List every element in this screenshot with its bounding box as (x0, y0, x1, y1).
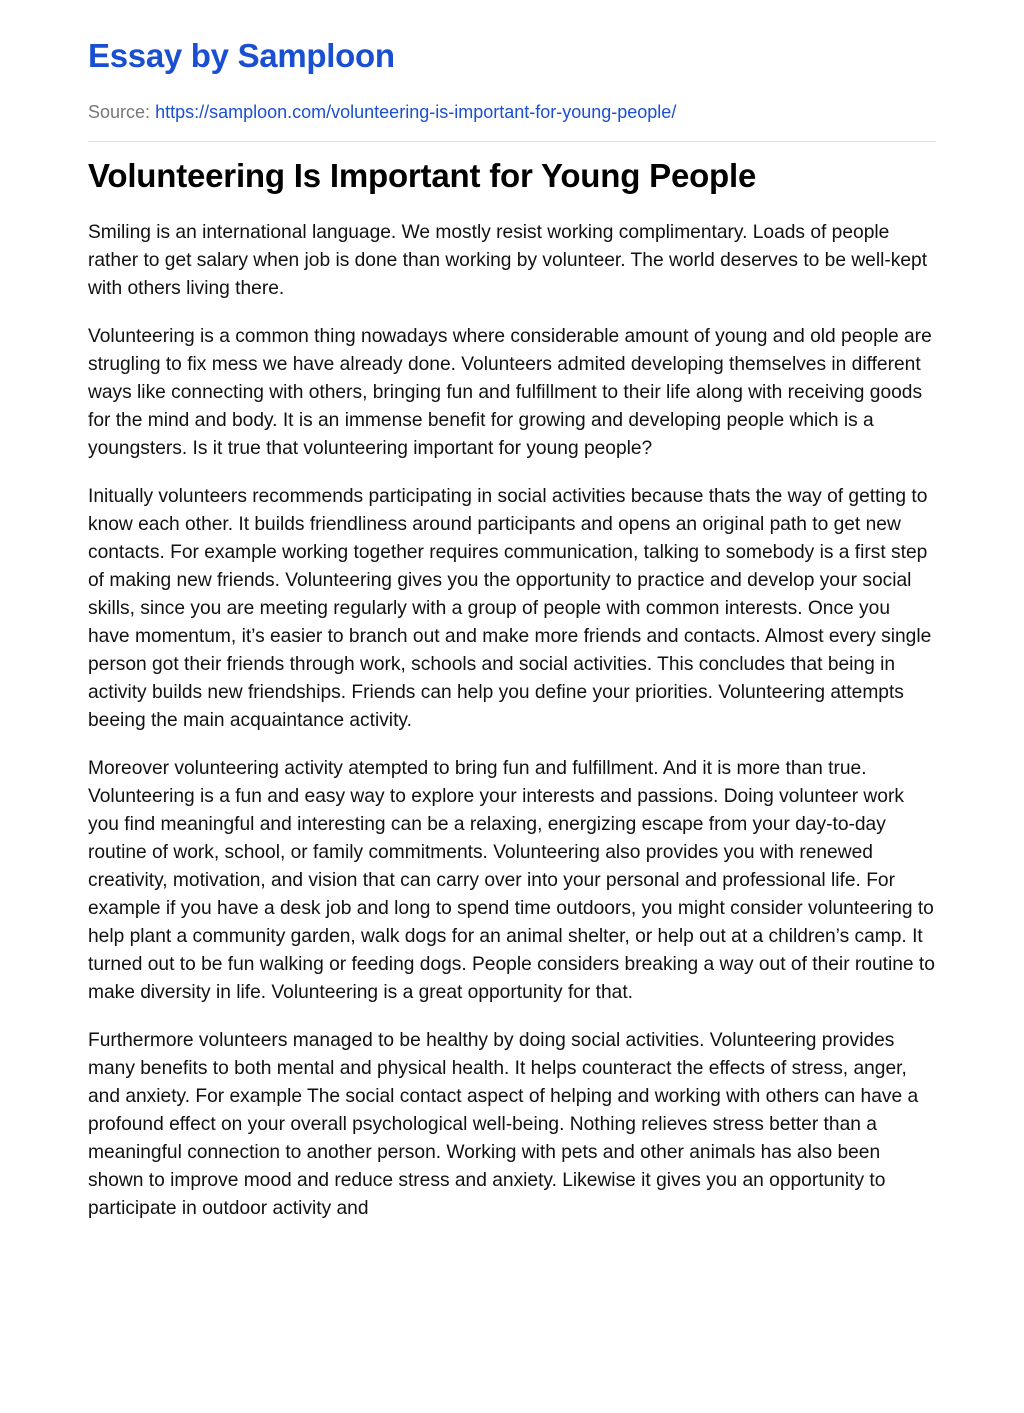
paragraph: Furthermore volunteers managed to be healthy by doing social activities. Volunteering provides many benefits to both mental and physical health. It helps counteract the effects of stress, anger, and anxiety. For example The social contact aspect of helping and working with others can have a profound effect on your overall psychological well-being. Nothing relieves stress better than a meaningful connection to another person. Working with pets and other animals has also been shown to improve mood and reduce stress and anxiety. Likewise it gives you an opportunity to participate in outdoor activity and (88, 1030, 919, 1219)
paragraph: Moreover volunteering activity atempted to bring fun and fulfillment. And it is more than true. Volunteering is a fun and easy way to explore your interests and passions. Doing volunteer work you find meaningful and interesting can be a relaxing, energizing escape from your day-to-day routine of work, school, or family commitments. Volunteering also provides you with renewed creativity, motivation, and vision that can carry over into your personal and professional life. For example if you have a desk job and long to spend time outdoors, you might consider volunteering to help plant a community garden, walk dogs for an animal shelter, or help out at a children’s camp. It turned out to be fun walking or feeding dogs. People considers breaking a way out of their routine to make diversity in life. Volunteering is a great opportunity for that. (88, 758, 935, 1003)
paragraph: Smiling is an international language. We mostly resist working complimentary. Loads of people rather to get salary when job is done than working by volunteer. The world deserves to be well-kept with others living there. (88, 222, 928, 299)
source-line (88, 100, 936, 124)
paragraph: Initually volunteers recommends participating in social activities because thats the way of getting to know each other. It builds friendliness around participants and opens an original path to get new contacts. For example working together requires communication, talking to somebody is a first step of making new friends. Volunteering gives you the opportunity to practice and develop your social skills, since you are meeting regularly with a group of people with common interests. Once you have momentum, it’s easier to branch out and make more friends and contacts. Almost every single person got their friends through work, schools and social activities. This concludes that being in activity builds new friendships. Friends can help you define your priorities. Volunteering attempts beeing the main acquaintance activity. (88, 486, 932, 731)
essay-body (88, 219, 936, 1223)
paragraph: Volunteering is a common thing nowadays where considerable amount of young and old people are strugling to fix mess we have already done. Volunteers admited developing themselves in different ways like connecting with others, bringing fun and fulfillment to their life along with receiving goods for the mind and body. It is an immense benefit for growing and developing people which is a youngsters. Is it true that volunteering important for young people? (88, 326, 932, 459)
divider (88, 141, 936, 142)
source-label: Source: (88, 102, 151, 122)
brand-title: Essay by Samploon (88, 37, 395, 74)
source-link[interactable]: https://samploon.com/volunteering-is-important-for-young-people/ (155, 102, 677, 122)
page (88, 0, 936, 1243)
essay-title: Volunteering Is Important for Young People (88, 157, 757, 194)
